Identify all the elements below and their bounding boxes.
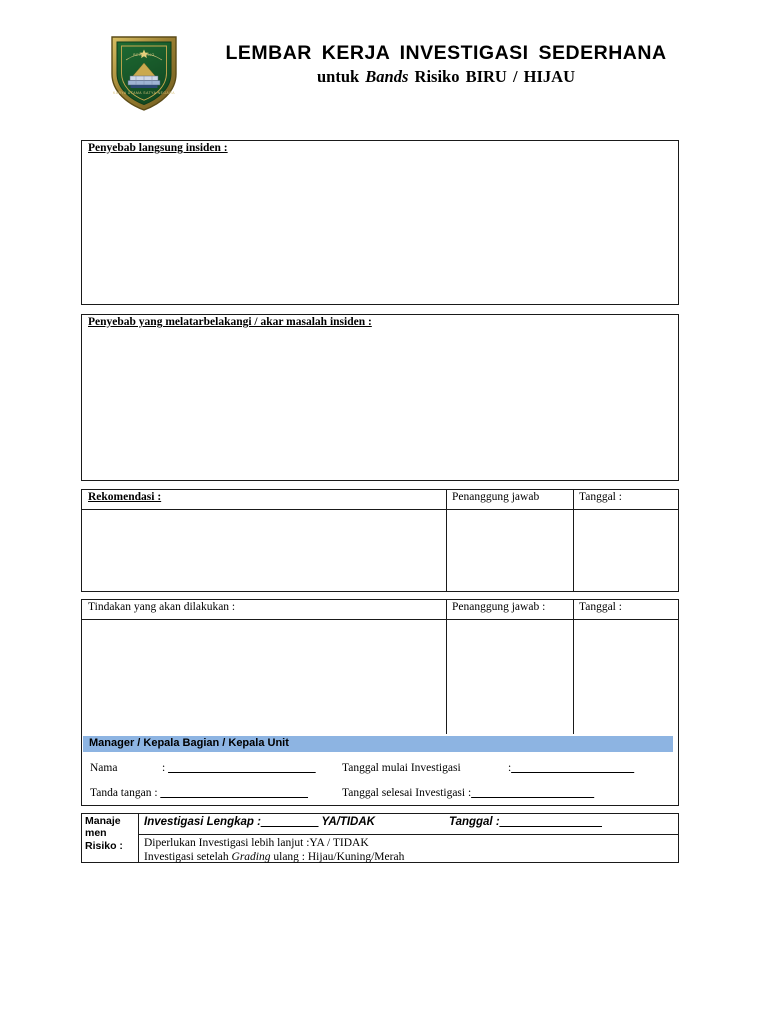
investigation-start-row bbox=[342, 762, 634, 774]
risk-label-line-2: men bbox=[85, 827, 107, 840]
manager-section-title: Manager / Kepala Bagian / Kepala Unit bbox=[89, 737, 289, 749]
action-header-divider bbox=[81, 619, 679, 620]
root-cause-box[interactable] bbox=[81, 314, 679, 481]
regrading-line[interactable] bbox=[144, 850, 674, 864]
shield-emblem-logo bbox=[106, 30, 182, 114]
page-header bbox=[0, 26, 768, 112]
risk-date-label: Tanggal : bbox=[448, 816, 500, 828]
root-cause-label: Penyebab yang melatarbelakangi / akar masalah insiden : bbox=[88, 316, 372, 328]
direct-cause-box[interactable] bbox=[81, 140, 679, 305]
regrading-post: ulang : Hijau/Kuning/Merah bbox=[270, 851, 405, 864]
risk-date-blank[interactable]: ________________ bbox=[499, 816, 602, 828]
regrading-pre: Investigasi setelah bbox=[144, 851, 232, 864]
risk-management-label bbox=[85, 815, 137, 852]
risk-label-line-1: Manaje bbox=[85, 815, 121, 827]
investigation-complete-options[interactable]: YA/TIDAK bbox=[321, 816, 375, 828]
recommendation-column-divider-2 bbox=[573, 489, 574, 592]
investigation-end-row bbox=[342, 787, 594, 799]
manager-section-bar bbox=[83, 736, 673, 752]
investigation-complete-blank[interactable]: _________ bbox=[260, 816, 319, 828]
svg-text:KARYA UTAMA SATYA NEGARA: KARYA UTAMA SATYA NEGARA bbox=[113, 91, 175, 95]
manager-signature-value[interactable]: ________________________ bbox=[160, 787, 309, 799]
title-sub-pre: untuk bbox=[316, 67, 366, 87]
further-investigation-line[interactable]: Diperlukan Investigasi lebih lanjut :YA / TIDAK bbox=[144, 837, 369, 849]
title-sub-post: Risiko BIRU / HIJAU bbox=[408, 67, 576, 87]
recommendation-box bbox=[81, 489, 679, 592]
recommendation-column-divider-1 bbox=[446, 489, 447, 592]
investigation-end-value[interactable]: ____________________ bbox=[471, 787, 595, 799]
recommendation-header-divider bbox=[81, 509, 679, 510]
action-column-divider-1 bbox=[446, 599, 447, 734]
risk-label-line-3: Risiko : bbox=[85, 839, 123, 852]
investigation-end-label: Tanggal selesai Investigasi : bbox=[342, 787, 472, 799]
recommendation-pic-label: Penanggung jawab bbox=[452, 491, 540, 503]
investigation-start-value[interactable]: ____________________ bbox=[511, 762, 635, 774]
action-column-divider-2 bbox=[573, 599, 574, 734]
manager-name-value[interactable]: ________________________ bbox=[168, 762, 316, 774]
page-title bbox=[196, 42, 696, 87]
manager-name-colon: : bbox=[162, 762, 166, 774]
action-date-label: Tanggal : bbox=[579, 601, 622, 613]
svg-text:BENTENG: BENTENG bbox=[133, 53, 155, 57]
title-main: LEMBAR KERJA INVESTIGASI SEDERHANA bbox=[225, 42, 667, 64]
investigation-start-colon: : bbox=[508, 762, 512, 774]
action-label: Tindakan yang akan dilakukan : bbox=[88, 601, 236, 613]
title-sub-italic: Bands bbox=[365, 67, 409, 87]
direct-cause-label: Penyebab langsung insiden : bbox=[88, 142, 228, 154]
investigation-start-label: Tanggal mulai Investigasi bbox=[342, 762, 461, 774]
risk-notes bbox=[144, 836, 674, 865]
manager-signature-row bbox=[90, 787, 308, 799]
title-subtitle bbox=[196, 67, 696, 87]
action-pic-label: Penanggung jawab : bbox=[452, 601, 546, 613]
investigation-complete-label: Investigasi Lengkap : bbox=[144, 816, 261, 828]
recommendation-label: Rekomendasi : bbox=[88, 491, 162, 503]
manager-name-row bbox=[90, 762, 316, 774]
risk-column-divider bbox=[138, 813, 139, 863]
regrading-italic: Grading bbox=[231, 851, 271, 864]
risk-row-divider bbox=[138, 834, 679, 835]
recommendation-date-label: Tanggal : bbox=[579, 491, 622, 503]
manager-name-label: Nama bbox=[90, 762, 118, 774]
action-manager-box bbox=[81, 599, 679, 806]
manager-signature-label: Tanda tangan : bbox=[90, 787, 158, 799]
investigation-complete-row bbox=[144, 816, 674, 828]
